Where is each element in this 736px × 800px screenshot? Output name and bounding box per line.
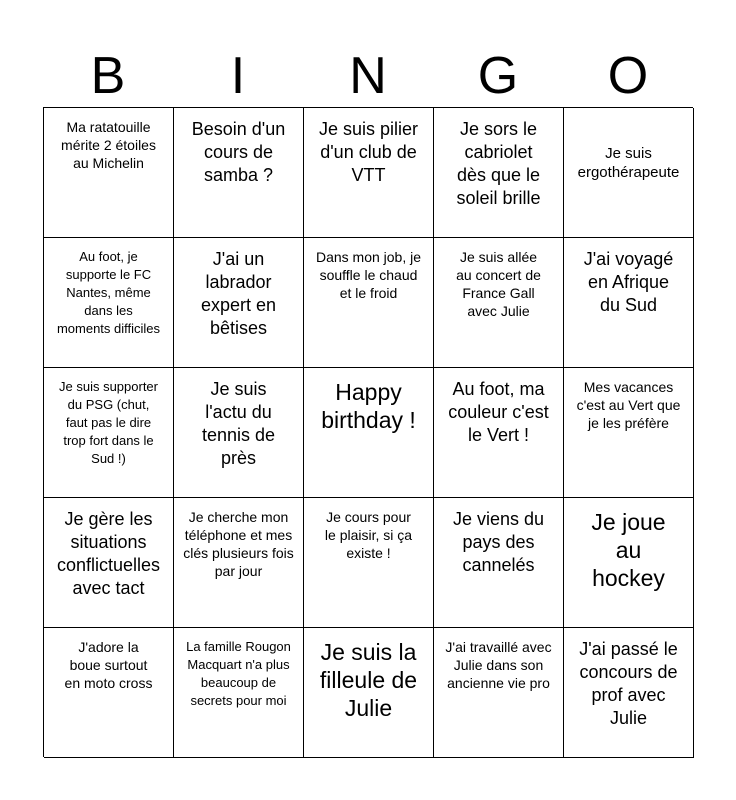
cell-text: Je suis pilier d'un club de VTT (318, 119, 419, 185)
cell-text: Je cherche mon téléphone et mes clés plusieurs fois par jour (183, 509, 294, 579)
bingo-cell-3-5[interactable] (564, 368, 694, 498)
cell-text: J'ai un labrador expert en bêtises (200, 249, 277, 338)
cell-text: La famille Rougon Macquart n'a plus beaucoup de secrets pour moi (186, 639, 291, 708)
bingo-cell-3-3[interactable] (304, 368, 434, 498)
bingo-header (43, 44, 693, 108)
bingo-cell-4-5[interactable] (564, 498, 694, 628)
bingo-grid (43, 107, 693, 757)
cell-text: J'ai travaillé avec Julie dans son ancienne vie pro (445, 639, 552, 691)
bingo-cell-4-2[interactable] (174, 498, 304, 628)
cell-text: Je sors le cabriolet dès que le soleil brille (456, 119, 541, 208)
cell-text: Je gère les situations conflictuelles avec tact (56, 509, 161, 598)
bingo-cell-2-3[interactable] (304, 238, 434, 368)
bingo-cell-1-3[interactable] (304, 108, 434, 238)
cell-text: Happy birthday ! (321, 379, 416, 433)
cell-text: Je viens du pays des cannelés (452, 509, 545, 575)
bingo-cell-1-2[interactable] (174, 108, 304, 238)
cell-text: Je cours pour le plaisir, si ça existe ! (324, 509, 413, 561)
bingo-cell-1-4[interactable] (434, 108, 564, 238)
header-letter-g: G (477, 47, 519, 105)
bingo-cell-2-5[interactable] (564, 238, 694, 368)
bingo-cell-5-4[interactable] (434, 628, 564, 758)
bingo-cell-1-5[interactable] (564, 108, 694, 238)
cell-text: Au foot, je supporte le FC Nantes, même dans les moments difficiles (56, 249, 161, 336)
cell-text: J'ai passé le concours de prof avec Julie (579, 639, 678, 728)
bingo-cell-1-1[interactable] (44, 108, 174, 238)
cell-text: Mes vacances c'est au Vert que je les préfère (576, 379, 681, 431)
bingo-cell-4-1[interactable] (44, 498, 174, 628)
bingo-cell-5-5[interactable] (564, 628, 694, 758)
header-letter-n: N (349, 47, 387, 105)
cell-text: Je suis l'actu du tennis de près (201, 379, 276, 468)
cell-text: J'ai voyagé en Afrique du Sud (583, 249, 674, 315)
bingo-cell-4-4[interactable] (434, 498, 564, 628)
bingo-cell-5-1[interactable] (44, 628, 174, 758)
bingo-cell-4-3[interactable] (304, 498, 434, 628)
bingo-cell-2-4[interactable] (434, 238, 564, 368)
cell-text: Au foot, ma couleur c'est le Vert ! (448, 379, 549, 445)
cell-text: Je joue au hockey (591, 509, 666, 591)
cell-text: Je suis la filleule de Julie (319, 639, 418, 721)
bingo-cell-3-2[interactable] (174, 368, 304, 498)
bingo-cell-3-1[interactable] (44, 368, 174, 498)
bingo-cell-5-3[interactable] (304, 628, 434, 758)
header-letter-o: O (607, 47, 649, 105)
cell-text: Besoin d'un cours de samba ? (191, 119, 286, 185)
cell-text: Dans mon job, je souffle le chaud et le froid (315, 249, 422, 301)
bingo-cell-2-1[interactable] (44, 238, 174, 368)
bingo-cell-2-2[interactable] (174, 238, 304, 368)
cell-text: J'adore la boue surtout en moto cross (64, 639, 153, 691)
cell-text: Ma ratatouille mérite 2 étoiles au Michelin (61, 119, 156, 171)
cell-text: Je suis supporter du PSG (chut, faut pas le dire trop fort dans le Sud !) (59, 379, 158, 466)
header-letter-i: I (230, 47, 246, 105)
header-letter-b: B (90, 47, 126, 105)
cell-text: Je suis allée au concert de France Gall avec Julie (456, 249, 541, 319)
bingo-cell-5-2[interactable] (174, 628, 304, 758)
bingo-cell-3-4[interactable] (434, 368, 564, 498)
cell-text: Je suis ergothérapeute (577, 145, 680, 181)
